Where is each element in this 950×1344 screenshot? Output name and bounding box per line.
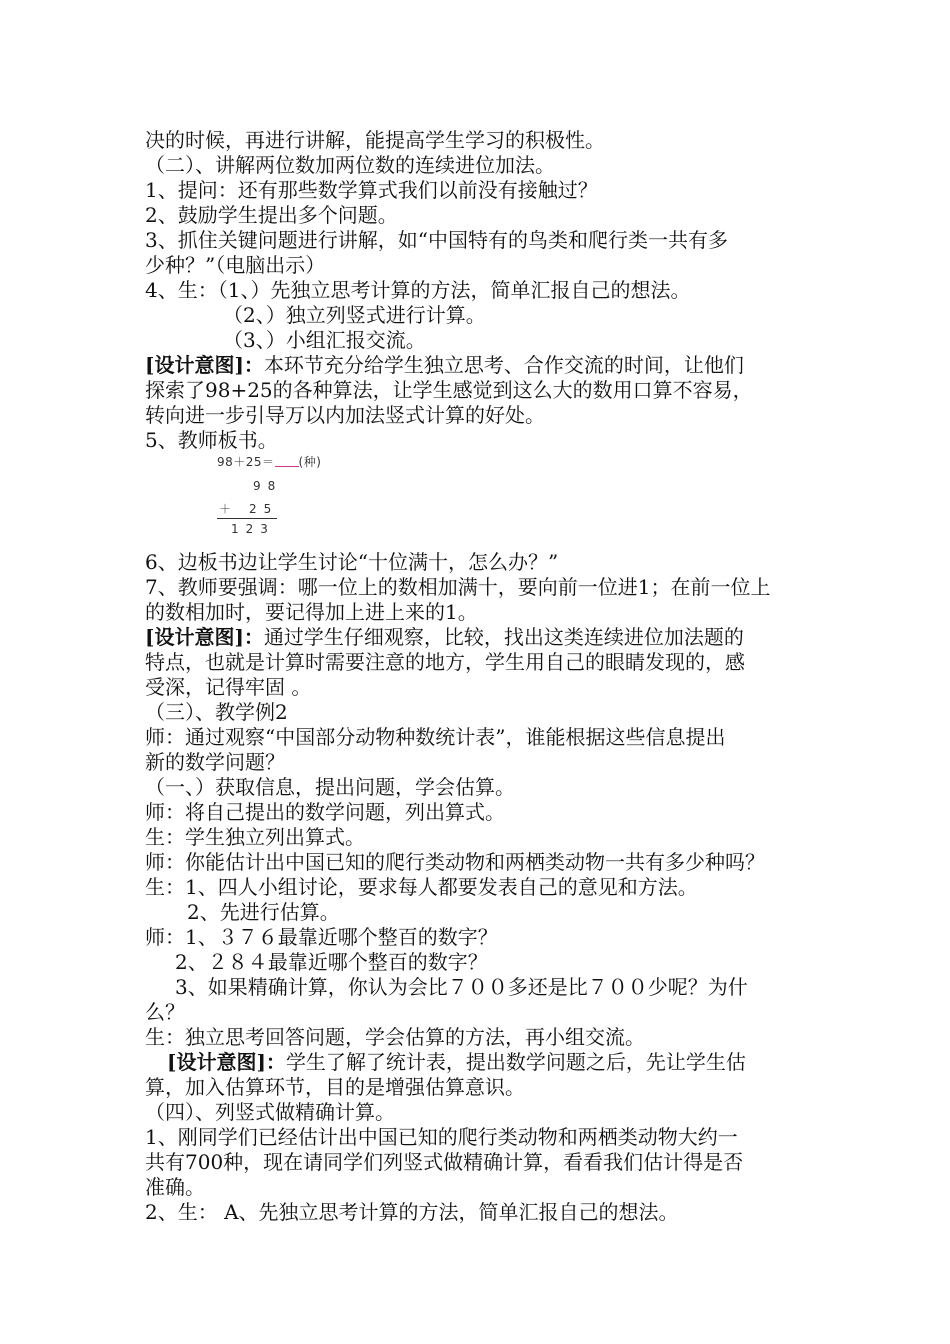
text-line <box>145 1125 738 1150</box>
text-line <box>145 1025 645 1050</box>
line-text: 2、先进行估算。 <box>187 900 340 924</box>
text-line <box>145 153 555 178</box>
text-line <box>145 850 765 875</box>
text-line <box>145 700 288 725</box>
text-line <box>175 950 488 975</box>
text-line <box>145 253 325 278</box>
text-line <box>145 1150 743 1175</box>
line-text: 么？ <box>145 1000 185 1024</box>
text-line <box>145 203 398 228</box>
line-text: 2、生： A、先独立思考计算的方法，简单汇报自己的想法。 <box>145 1200 679 1224</box>
line-text: 5、教师板书。 <box>145 428 278 452</box>
text-line <box>145 800 505 825</box>
line-text: 特点，也就是计算时需要注意的地方，学生用自己的眼睛发现的，感 <box>145 650 745 674</box>
line-text: 师：通过观察“中国部分动物种数统计表”，谁能根据这些信息提出 <box>145 725 726 749</box>
board-addend-1: 98 <box>253 479 283 493</box>
line-text: 探索了98+25的各种算法，让学生感觉到这么大的数用口算不容易， <box>145 378 753 402</box>
text-line <box>223 303 486 328</box>
text-line <box>145 775 515 800</box>
plus-sign: ＋ <box>219 502 232 516</box>
line-text: 算，加入估算环节，目的是增强估算意识。 <box>145 1075 525 1099</box>
text-line <box>145 625 744 650</box>
text-line <box>145 550 558 575</box>
text-line <box>145 403 545 428</box>
text-line <box>145 725 725 750</box>
board-unit: (种) <box>298 455 322 469</box>
line-text: 新的数学问题？ <box>145 750 285 774</box>
line-text: 准确。 <box>145 1175 205 1199</box>
board-equation-text: 98＋25＝ <box>217 455 275 469</box>
line-text: 共有700种，现在请同学们列竖式做精确计算，看看我们估计得是否 <box>145 1150 744 1174</box>
text-line <box>145 278 690 303</box>
line-text: 7、教师要强调：哪一位上的数相加满十，要向前一位进1；在前一位上 <box>145 575 771 599</box>
text-line <box>187 900 340 925</box>
line-text: 师：你能估计出中国已知的爬行类动物和两栖类动物一共有多少种吗？ <box>145 850 765 874</box>
line-text: （3、）小组汇报交流。 <box>223 328 426 352</box>
text-line <box>223 328 426 353</box>
board-addend-2-row <box>219 500 278 517</box>
line-text: 学生了解了统计表，提出数学问题之后，先让学生估 <box>285 1050 746 1074</box>
text-line <box>145 750 285 775</box>
board-addend-2: 25 <box>249 502 279 516</box>
design-intent-label: [设计意图]： <box>145 625 264 649</box>
text-line <box>175 975 748 1000</box>
line-text: 4、生：（1、）先独立思考计算的方法，简单汇报自己的想法。 <box>145 278 691 302</box>
line-text: （三）、教学例2 <box>145 700 288 724</box>
line-text: 通过学生仔细观察，比较，找出这类连续进位加法题的 <box>263 625 744 649</box>
board-result: 123 <box>231 522 275 536</box>
text-line <box>145 128 605 153</box>
text-line <box>145 675 311 700</box>
text-line <box>145 600 478 625</box>
line-text: 1、提问：还有那些数学算式我们以前没有接触过？ <box>145 178 598 202</box>
line-text: 3、如果精确计算，你认为会比７００多还是比７００少呢？为什 <box>175 975 748 999</box>
line-text: 受深，记得牢固 。 <box>145 675 312 699</box>
answer-blank <box>275 456 299 467</box>
text-line <box>145 378 753 403</box>
text-line <box>145 228 728 253</box>
line-text: 6、边板书边让学生讨论“十位满十，怎么办？” <box>145 550 559 574</box>
line-text: （2、）独立列竖式进行计算。 <box>223 303 486 327</box>
line-text: 生：学生独立列出算式。 <box>145 825 365 849</box>
line-text: 少种？”（电脑出示） <box>145 253 326 277</box>
line-text: 生：1、四人小组讨论，要求每人都要发表自己的意见和方法。 <box>145 875 698 899</box>
text-line <box>145 1100 395 1125</box>
text-line <box>167 1050 746 1075</box>
text-line <box>145 353 744 378</box>
line-text: 师：将自己提出的数学问题，列出算式。 <box>145 800 505 824</box>
line-text: 生：独立思考回答问题，学会估算的方法，再小组交流。 <box>145 1025 645 1049</box>
line-text: 2、鼓励学生提出多个问题。 <box>145 203 398 227</box>
line-text: 的数相加时，要记得加上进上来的1。 <box>145 600 478 624</box>
design-intent-label: [设计意图]： <box>145 353 264 377</box>
text-line <box>145 575 770 600</box>
line-text: 师：1、３７６最靠近哪个整百的数字？ <box>145 925 498 949</box>
line-text: 2、２８４最靠近哪个整百的数字？ <box>175 950 488 974</box>
line-text: 1、刚同学们已经估计出中国已知的爬行类动物和两栖类动物大约一 <box>145 1125 738 1149</box>
line-text: （二）、讲解两位数加两位数的连续进位加法。 <box>145 153 555 177</box>
line-text: 3、抓住关键问题进行讲解，如“中国特有的鸟类和爬行类一共有多 <box>145 228 728 252</box>
line-text: （一、）获取信息，提出问题，学会估算。 <box>145 775 515 799</box>
line-text: 本环节充分给学生独立思考、合作交流的时间，让他们 <box>263 353 744 377</box>
text-line <box>145 925 498 950</box>
design-intent-label: [设计意图]： <box>167 1050 286 1074</box>
line-text: （四）、列竖式做精确计算。 <box>145 1100 395 1124</box>
text-line <box>145 1175 205 1200</box>
text-line <box>145 825 365 850</box>
board-equation <box>217 453 321 470</box>
text-line <box>145 1200 679 1225</box>
board-vertical-addition <box>215 449 345 541</box>
text-line <box>145 1000 185 1025</box>
board-sum-rule <box>217 518 277 519</box>
text-line <box>145 1075 525 1100</box>
text-line <box>145 875 698 900</box>
line-text: 转向进一步引导万以内加法竖式计算的好处。 <box>145 403 545 427</box>
line-text: 决的时候，再进行讲解，能提高学生学习的积极性。 <box>145 128 605 152</box>
text-line <box>145 650 745 675</box>
text-line <box>145 178 598 203</box>
